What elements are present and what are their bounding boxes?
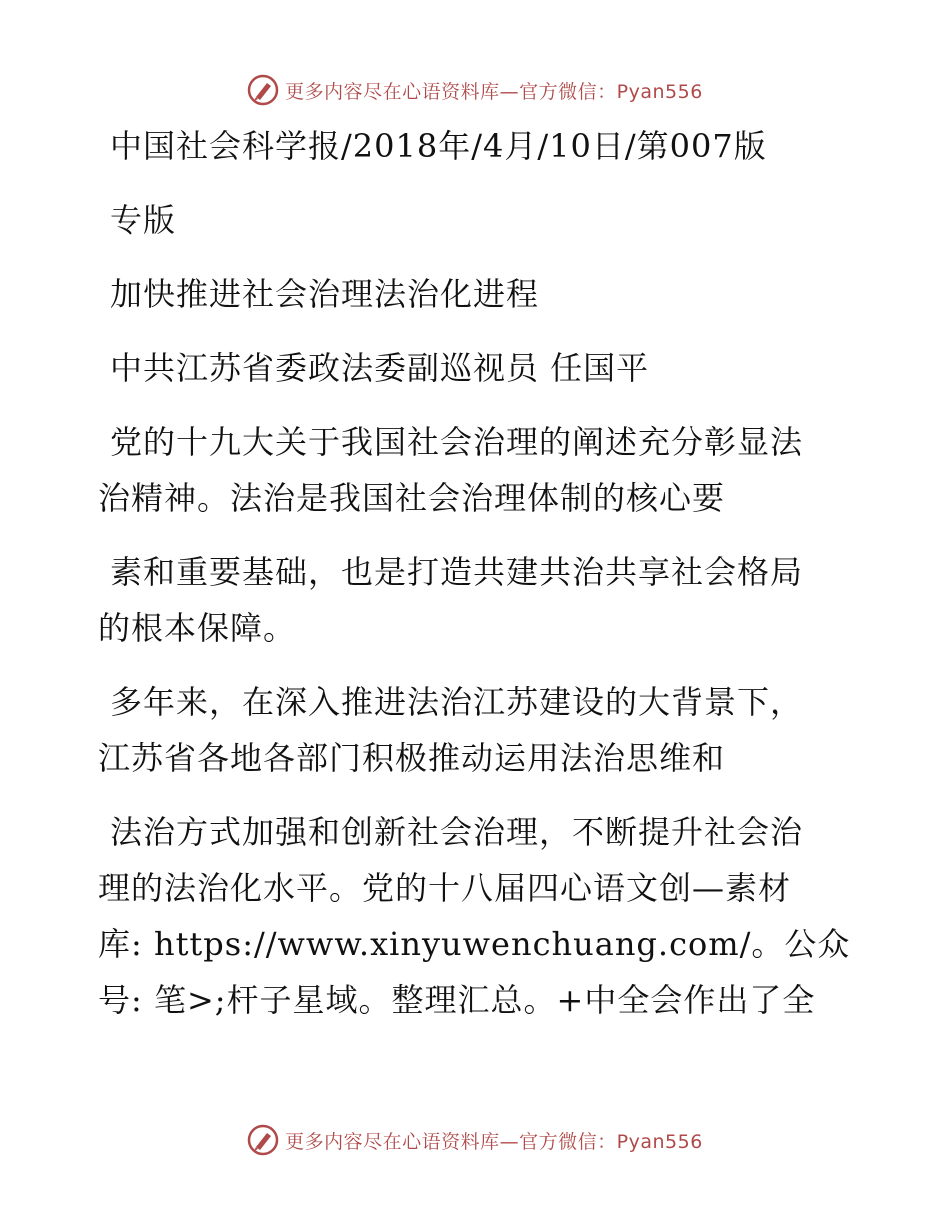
header-banner (0, 70, 950, 110)
document-body (98, 118, 851, 1028)
paragraph-line: 法治方式加强和创新社会治理，不断提升社会治 (110, 813, 804, 851)
paragraph-line: 治精神。法治是我国社会治理体制的核心要 (98, 479, 726, 517)
footer-banner (0, 1120, 950, 1160)
paragraph-line: 党的十九大关于我国社会治理的阐述充分彰显法 (110, 423, 804, 461)
paragraph-line: 素和重要基础，也是打造共建共治共享社会格局 (110, 553, 804, 591)
banner-text: 更多内容尽在心语资料库—官方微信：Pyan556 (285, 80, 703, 103)
banner-text: 更多内容尽在心语资料库—官方微信：Pyan556 (285, 1130, 703, 1153)
paragraph-line: 多年来，在深入推进法治江苏建设的大背景下， (110, 683, 804, 721)
paragraph-line: 江苏省各地各部门积极推动运用法治思维和 (98, 739, 726, 777)
paragraph-line: 的根本保障。 (98, 609, 297, 647)
source-line: 中国社会科学报/2018年/4月/10日/第007版 (110, 127, 767, 165)
section-label: 专版 (110, 201, 177, 239)
paragraph-line: 号: 笔>;杆子星域。整理汇总。+中全会作出了全 (98, 981, 816, 1019)
pen-logo-icon (247, 1124, 279, 1156)
author-line: 中共江苏省委政法委副巡视员 任国平 (110, 349, 650, 387)
paragraph-line: 库: https://www.xinyuwenchuang.com/。公众 (98, 925, 851, 963)
article-title: 加快推进社会治理法治化进程 (110, 275, 540, 313)
pen-logo-icon (247, 74, 279, 106)
paragraph-line: 理的法治化水平。党的十八届四心语文创—素材 (98, 869, 792, 907)
